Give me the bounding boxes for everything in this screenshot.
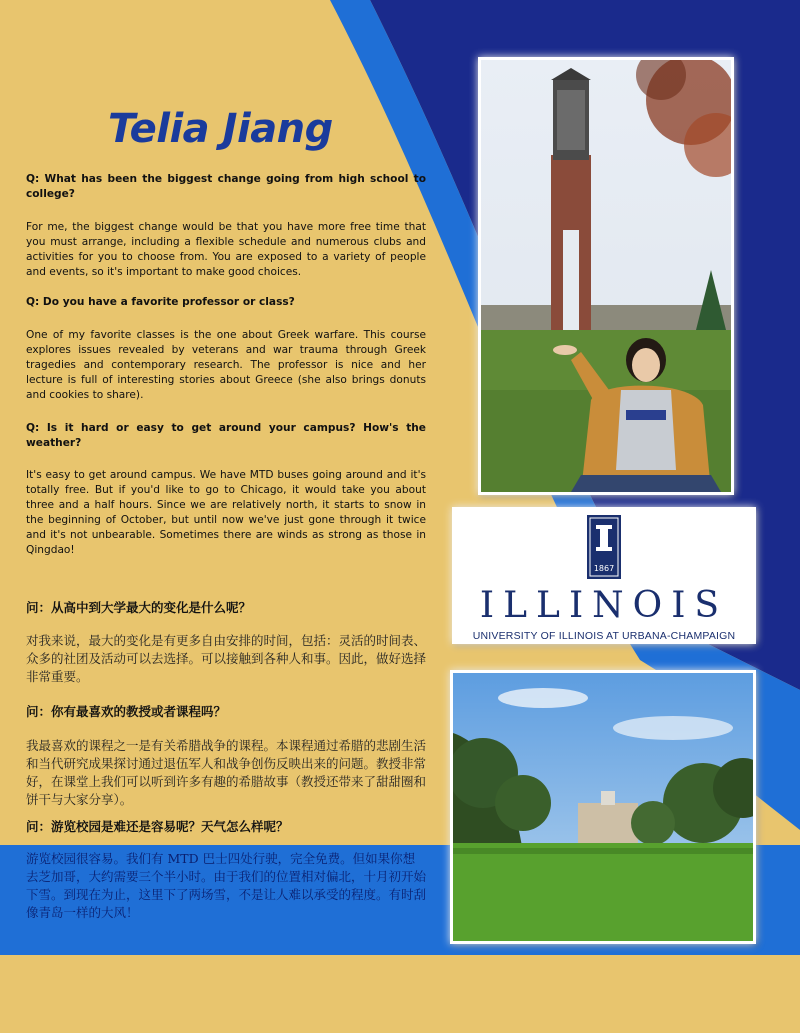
english-answer-1: For me, the biggest change would be that you have more free time that you must arrange, including a flexible schedule and numerous clubs and activities for you to choose from. You are exposed to a variety of people and events, so it's important to make good choices. xyxy=(26,221,426,278)
english-answer-3: It's easy to get around campus. We have MTD buses going around and it's totally free. But if you'd like to go to Chicago, it would take you about three and a half hours. Since we are relatively north, it starts to snow in the beginning of October, but until now we've just gone through it twice and it's not unbearable. Sometimes there are winds as strong as those in Qingdao! xyxy=(26,469,426,556)
shield-year: 1867 xyxy=(593,564,615,573)
chinese-question-2: 问：你有最喜欢的教授或者课程吗？ xyxy=(26,704,227,719)
chinese-answer-1: 对我来说，最大的变化是有更多自由安排的时间，包括：灵活的时间表、众多的社团及活动可以去选择。可以接触到各种人和事。因此，做好选择非常重要。 xyxy=(26,633,427,684)
university-logo xyxy=(452,507,756,644)
english-answer-2: One of my favorite classes is the one about Greek warfare. This course explores issues revealed by veterans and war trauma through Greek tragedies and contemporary research. The professor is nice and her lecture is full of interesting stories about Greece (she also brings donuts and cookies to share). xyxy=(26,329,426,401)
university-subtitle: UNIVERSITY OF ILLINOIS AT URBANA-CHAMPAIGN xyxy=(472,630,736,642)
shield-icon xyxy=(587,515,621,579)
chinese-answer-2: 我最喜欢的课程之一是有关希腊战争的课程。本课程通过希腊的悲剧生活和当代研究成果探讨通过退伍军人和战争创伤反映出来的问题。教授非常好，在课堂上我们可以听到许多有趣的希腊故事（教授还带来了甜甜圈和饼干与大家分享）。 xyxy=(26,738,427,807)
illinois-wordmark: ILLINOIS xyxy=(479,585,729,626)
student-photo xyxy=(478,57,734,495)
profile-name: Telia Jiang xyxy=(108,106,333,152)
english-question-1: Q: What has been the biggest change going from high school to college? xyxy=(26,173,426,200)
chinese-question-1: 问：从高中到大学最大的变化是什么呢？ xyxy=(26,600,252,615)
chinese-question-3: 问：游览校园是难还是容易呢？天气怎么样呢？ xyxy=(26,819,289,834)
campus-photo xyxy=(450,670,756,944)
english-question-3: Q: Is it hard or easy to get around your campus? How's the weather? xyxy=(26,422,426,449)
english-question-2: Q: Do you have a favorite professor or class? xyxy=(26,296,295,308)
chinese-answer-3: 游览校园很容易。我们有 MTD 巴士四处行驶，完全免费。但如果你想去芝加哥，大约需要三个半小时。由于我们的位置相对偏北，十月初开始下雪。到现在为止，这里下了两场雪，不是让人难以承受的程度。有时刮像青岛一样的大风！ xyxy=(26,851,427,920)
